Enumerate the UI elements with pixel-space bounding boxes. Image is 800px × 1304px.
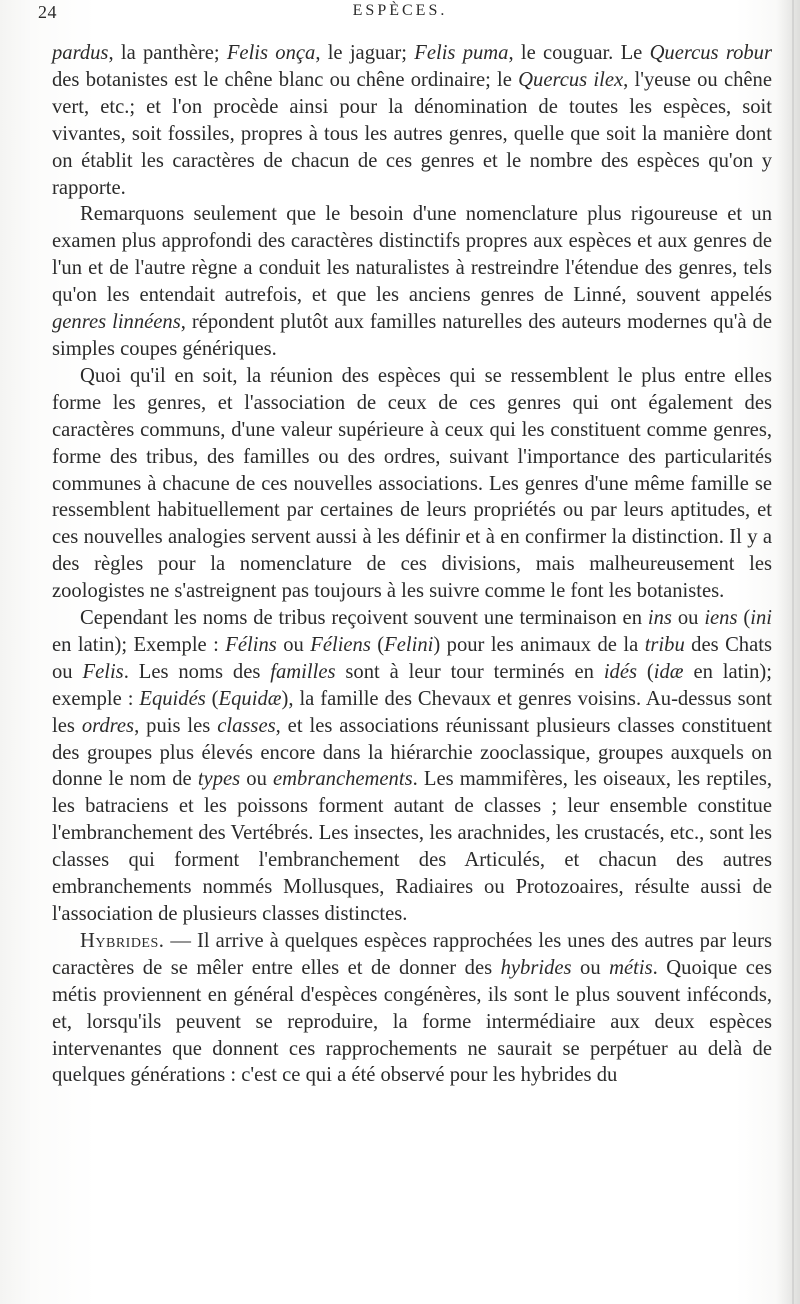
body-text xyxy=(52,40,772,1089)
emphasis-term: Félins xyxy=(225,633,277,656)
text-run: , puis les xyxy=(134,714,218,737)
binding-shadow xyxy=(776,0,800,1304)
emphasis-term: hybrides xyxy=(500,956,572,979)
emphasis-term: classes xyxy=(217,714,276,737)
page-number: 24 xyxy=(38,2,57,22)
latin-term: Quercus ilex xyxy=(518,68,624,91)
text-run: ( xyxy=(205,687,219,710)
text-run: , l'yeuse ou chêne vert, etc.; et l'on procède ainsi pour la dénomination de toutes les espèces, soit vivantes, soit fossiles, propres à tous les autres genres, quelle que soit la manière dont on établit les caractères de chacun de ces genres et le nombre des espèces qu'on y rapporte. xyxy=(52,68,772,199)
text-run: ), la famille des Chevaux et genres voisins. Au-dessus sont les xyxy=(52,687,772,737)
text-run: — Il arrive à quelques espèces rapprochées les unes des autres par leurs caractères de se mêler entre elles et de donner des xyxy=(52,929,772,979)
text-run: , le couguar. Le xyxy=(508,42,650,64)
emphasis-term: Equidæ xyxy=(218,687,282,710)
latin-term: Quercus robur xyxy=(649,42,772,64)
latin-term: Felis onça xyxy=(226,42,316,64)
text-run: Remarquons seulement que le besoin d'une nomenclature plus rigoureuse et un examen plus approfondi des caractères distinctifs propres aux espèces et aux genres de l'un et de l'autre règne a conduit les naturalistes à restreindre l'étendue des genres, tels qu'on les entendait autrefois, et que les anciens genres de Linné, souvent appelés xyxy=(52,203,772,307)
text-run: ( xyxy=(370,633,385,656)
section-heading: Hybrides. xyxy=(80,929,165,952)
emphasis-term: genres linnéens xyxy=(52,311,181,334)
emphasis-term: métis xyxy=(609,956,653,979)
paragraph-3 xyxy=(52,363,772,605)
emphasis-term: embranchements xyxy=(273,768,413,791)
emphasis-term: ins xyxy=(647,607,672,630)
text-run: ( xyxy=(737,607,751,630)
paragraph-2 xyxy=(52,201,772,362)
emphasis-term: tribu xyxy=(644,633,685,656)
text-run: Quoi qu'il en soit, la réunion des espèces qui se ressemblent le plus entre elles forme les genres, et l'association de ceux de ces genres qui ont également des caractères communs, d'une valeur supérieure à ceux qui les constituent comme genres, forme des tribus, des familles ou des ordres, suivant l'importance des particularités communes à chacune de ces nouvelles associations. Les genres d'une même famille se ressemblent habituellement par certaines de leurs propriétés ou par leurs aptitudes, et ces nouvelles analogies servent aussi à les définir et à en confirmer la distinction. Il y a des règles pour la nomenclature de ces divisions, mais malheureusement les zoologistes ne s'astreignent pas toujours à les suivre comme le font les botanistes. xyxy=(52,364,772,603)
text-run: ou xyxy=(276,633,311,656)
text-run: ou xyxy=(571,956,610,979)
running-head: ESPÈCES. xyxy=(352,2,448,19)
emphasis-term: idæ xyxy=(653,660,684,683)
emphasis-term: Féliens xyxy=(310,633,371,656)
emphasis-term: Equidés xyxy=(139,687,206,710)
text-run: , répondent plutôt aux familles naturelles des auteurs modernes qu'à de simples coupes génériques. xyxy=(52,311,772,360)
emphasis-term: ordres xyxy=(81,714,135,737)
binding-edge xyxy=(792,0,794,1304)
text-run: , le jaguar; xyxy=(315,42,415,64)
paragraph-4 xyxy=(52,605,772,928)
latin-term: Felis puma xyxy=(414,42,509,64)
text-run: des botanistes est le chêne blanc ou chêne ordinaire; le xyxy=(52,68,519,91)
emphasis-term: types xyxy=(197,768,241,791)
emphasis-term: ini xyxy=(750,607,772,630)
emphasis-term: Felini xyxy=(384,633,434,656)
text-run: . Les mammifères, les oiseaux, les reptiles, les batraciens et les poissons forment autant de classes ; leur ensemble constitue l'embranchement des Vertébrés. Les insectes, les arachnides, les crustacés, etc., sont les classes qui forment l'embranchement des Articulés, et chacun des autres embranchements nommés Mollusques, Radiaires ou Protozoaires, résulte aussi de l'association de plusieurs classes distinctes. xyxy=(52,768,772,925)
emphasis-term: idés xyxy=(603,660,638,683)
text-run: . Quoique ces métis proviennent en général d'espèces congénères, ils sont le plus souvent inféconds, et, lorsqu'ils peuvent se reproduire, la forme intermédiaire aux deux espèces intervenantes que donnent ces rapprochements ne saurait se perpétuer au delà de quelques générations : c'est ce qui a été observé pour les hybrides du xyxy=(52,956,773,1087)
text-run: en latin); Exemple : xyxy=(52,633,226,656)
paragraph-1 xyxy=(52,40,772,201)
text-run: ( xyxy=(637,660,654,683)
text-run: ) pour les animaux de la xyxy=(433,633,645,656)
text-run: , et les associations réunissant plusieurs classes constituent des groupes plus élevés encore dans la hiérarchie zooclassique, groupes auxquels on donne le nom de xyxy=(52,714,772,791)
text-run: , la panthère; xyxy=(108,42,227,64)
emphasis-term: familles xyxy=(270,660,336,683)
emphasis-term: iens xyxy=(704,607,738,630)
latin-term: Felis xyxy=(82,660,124,683)
text-run: ou xyxy=(240,768,274,791)
text-run: Cependant les noms de tribus reçoivent souvent une terminaison en xyxy=(80,607,648,630)
text-run: des Chats ou xyxy=(52,633,772,683)
text-run: en latin); exemple : xyxy=(52,660,772,710)
text-run: sont à leur tour terminés en xyxy=(335,660,604,683)
text-run: ou xyxy=(671,607,705,630)
text-run: . Les noms des xyxy=(123,660,271,683)
latin-term: pardus xyxy=(52,42,109,64)
paragraph-5 xyxy=(52,928,772,1089)
